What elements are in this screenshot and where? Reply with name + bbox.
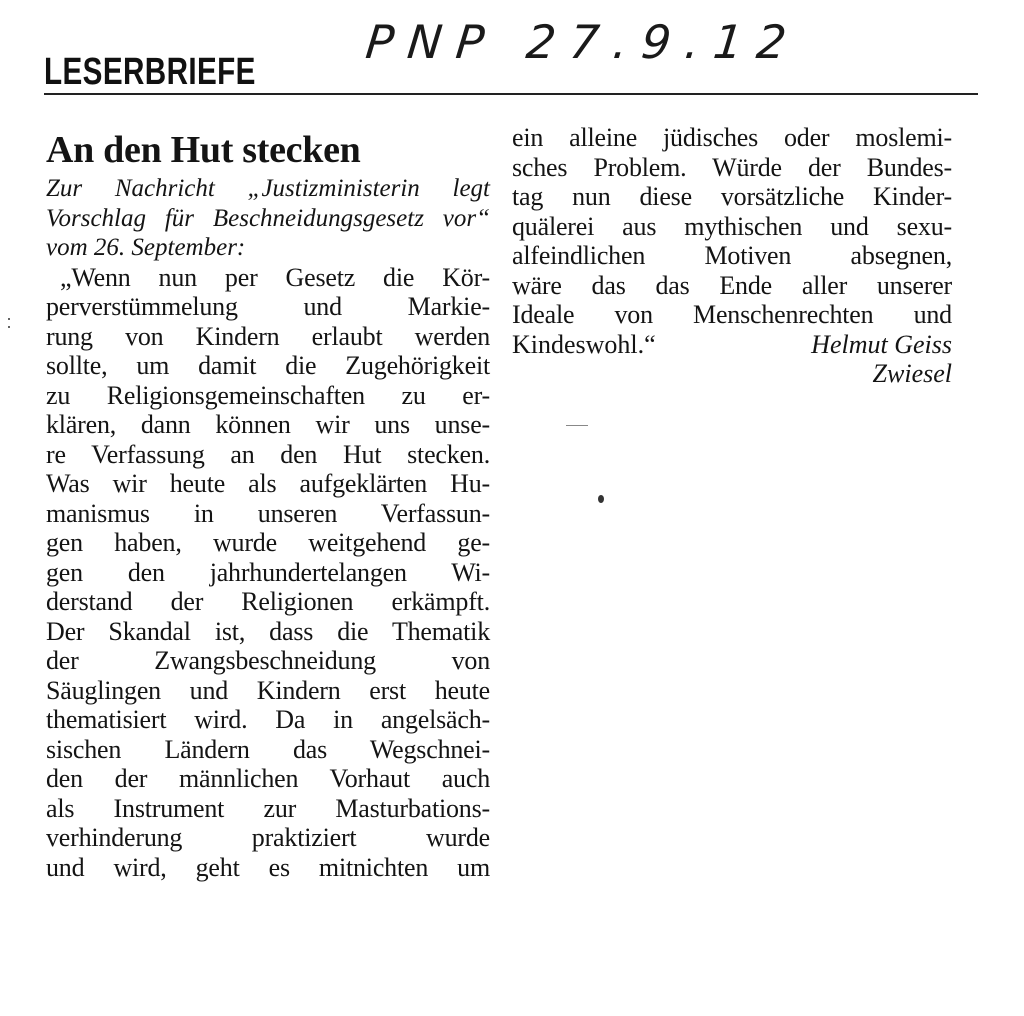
signature-line bbox=[512, 330, 952, 360]
article-reference: Zur Nachricht „Justizministerin legt Vorschlag für Beschneidungsgesetz vor“ vom 26. September: bbox=[46, 175, 490, 261]
article-body-left bbox=[46, 263, 490, 883]
body-line: ein alleine jüdisches oder moslemi- bbox=[512, 123, 952, 152]
scan-speck bbox=[8, 326, 10, 328]
body-line: tag nun diese vorsätzliche Kinder- bbox=[512, 182, 952, 211]
article-headline: An den Hut stecken bbox=[46, 129, 361, 171]
body-line: klären, dann können wir uns unse- bbox=[46, 410, 490, 439]
body-line: verhinderung praktiziert wurde bbox=[46, 823, 490, 852]
author-name: Helmut Geiss bbox=[811, 329, 952, 359]
body-line: der Zwangsbeschneidung von bbox=[46, 646, 490, 675]
body-line: perverstümmelung und Markie- bbox=[46, 292, 490, 321]
body-line: quälerei aus mythischen und sexu- bbox=[512, 211, 952, 241]
article-column-left bbox=[46, 126, 490, 882]
body-line: Ideale von Menschenrechten und bbox=[512, 300, 952, 329]
body-line: den der männlichen Vorhaut auch bbox=[46, 764, 490, 793]
body-line: wäre das das Ende aller unserer bbox=[512, 270, 952, 300]
body-line: sischen Ländern das Wegschnei- bbox=[46, 734, 490, 764]
article-column-right bbox=[512, 123, 952, 389]
header-rule bbox=[44, 93, 978, 95]
body-line: sollte, um damit die Zugehörigkeit bbox=[46, 351, 490, 380]
body-line: sches Problem. Würde der Bundes- bbox=[512, 152, 952, 182]
closing-text: Kindeswohl.“ bbox=[512, 329, 656, 359]
article-body-right bbox=[512, 123, 952, 330]
author-place: Zwiesel bbox=[872, 359, 952, 388]
section-title: LESERBRIEFE bbox=[44, 51, 256, 93]
body-line: gen haben, wurde weitgehend ge- bbox=[46, 528, 490, 557]
body-line: Der Skandal ist, dass die Thematik bbox=[46, 616, 490, 646]
body-line: und wird, geht es mitnichten um bbox=[46, 852, 490, 882]
body-line: derstand der Religionen erkämpft. bbox=[46, 587, 490, 616]
body-line: re Verfassung an den Hut stecken. bbox=[46, 439, 490, 469]
body-line: thematisiert wird. Da in angelsäch- bbox=[46, 705, 490, 734]
body-line: manismus in unseren Verfassun- bbox=[46, 498, 490, 528]
body-line: rung von Kindern erlaubt werden bbox=[46, 321, 490, 351]
body-line: alfeindlichen Motiven absegnen, bbox=[512, 241, 952, 270]
scan-mark bbox=[566, 425, 588, 426]
handwritten-date-note: PNP 27.9.12 bbox=[363, 15, 803, 69]
scan-speck bbox=[598, 495, 604, 503]
scan-speck bbox=[8, 318, 10, 320]
body-line: Säuglingen und Kindern erst heute bbox=[46, 675, 490, 705]
body-line: Was wir heute als aufgeklärten Hu- bbox=[46, 469, 490, 498]
body-line: „Wenn nun per Gesetz die Kör- bbox=[60, 262, 490, 292]
body-line: als Instrument zur Masturbations- bbox=[46, 793, 490, 823]
body-line: zu Religionsgemeinschaften zu er- bbox=[46, 380, 490, 410]
body-line: gen den jahrhundertelangen Wi- bbox=[46, 557, 490, 587]
